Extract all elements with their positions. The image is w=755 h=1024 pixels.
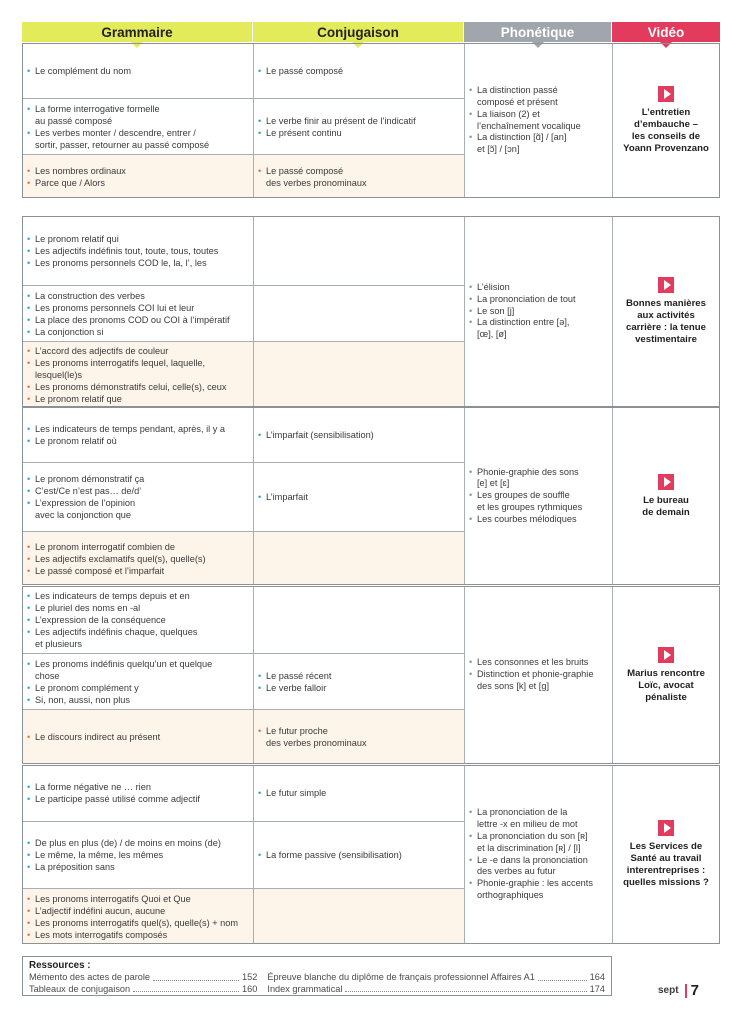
table-header — [22, 22, 720, 42]
list-item: • Le -e dans la prononciation des verbes au futur — [469, 855, 607, 879]
resource-label: Épreuve blanche du diplôme de français professionnel Affaires A1 — [267, 972, 535, 982]
list-item: • Le complément du nom — [27, 65, 248, 77]
video-title: Bonnes manières aux activités carrière : la tenue vestimentaire — [626, 298, 706, 345]
list-item: • Le discours indirect au présent — [27, 731, 248, 743]
list-item: • Les adjectifs indéfinis chaque, quelques et plusieurs — [27, 626, 248, 650]
lesson-row — [22, 888, 464, 944]
play-triangle — [664, 650, 671, 660]
list-item: • De plus en plus (de) / de moins en moins (de) — [27, 837, 248, 849]
unit-block — [22, 586, 720, 764]
bullet-list — [258, 165, 459, 189]
leader-dots — [133, 984, 239, 993]
conjugaison-cell — [253, 532, 464, 585]
list-item: • Le pluriel des noms en -al — [27, 602, 248, 614]
column-divider — [464, 43, 465, 198]
list-item: • Les indicateurs de temps pendant, après, il y a — [27, 423, 248, 435]
lesson-row — [22, 285, 464, 341]
list-item: • Les pronoms interrogatifs quel(s), quelle(s) + nom — [27, 917, 248, 929]
video-cell — [612, 407, 720, 585]
resource-entry — [29, 972, 257, 984]
lesson-row — [22, 407, 464, 462]
unit-block — [22, 43, 720, 198]
list-item: • L’imparfait (sensibilisation) — [258, 429, 459, 441]
list-item: • L’élision — [469, 282, 607, 294]
resource-page: 160 — [242, 983, 258, 994]
column-divider — [253, 765, 254, 944]
column-divider — [253, 407, 254, 585]
list-item: • La conjonction si — [27, 326, 248, 338]
play-triangle — [664, 89, 671, 99]
conjugaison-cell — [253, 407, 464, 462]
resource-label: Tableaux de conjugaison — [29, 983, 131, 994]
bullet-list — [27, 290, 248, 338]
conjugaison-cell — [253, 216, 464, 285]
lesson-row — [22, 216, 464, 285]
lesson-row — [22, 653, 464, 709]
phonetique-cell — [464, 407, 612, 585]
grammaire-cell — [22, 216, 253, 285]
list-item: • La forme passive (sensibilisation) — [258, 849, 459, 861]
resource-label: Mémento des actes de parole — [29, 972, 151, 982]
list-item: • Le passé récent — [258, 670, 459, 682]
list-item: • L’expression de la conséquence — [27, 614, 248, 626]
list-item: • C’est/Ce n’est pas… de/d’ — [27, 485, 248, 497]
play-icon[interactable] — [658, 86, 674, 102]
video-cell — [612, 586, 720, 764]
header-phonetique — [464, 22, 612, 42]
column-divider — [253, 586, 254, 764]
column-divider — [612, 216, 613, 407]
phonetique-cell — [464, 216, 612, 407]
conjugaison-cell — [253, 654, 464, 709]
conjugaison-cell — [253, 586, 464, 653]
header-grammaire-label: Grammaire — [101, 24, 173, 40]
lesson-row — [22, 462, 464, 531]
conjugaison-cell — [253, 889, 464, 944]
bullet-list — [27, 731, 248, 743]
bullet-list — [27, 590, 248, 650]
lesson-row — [22, 154, 464, 198]
play-triangle — [664, 823, 671, 833]
column-divider — [612, 586, 613, 764]
lesson-row — [22, 531, 464, 585]
grammaire-cell — [22, 889, 253, 944]
video-title: Les Services de Santé au travail interentreprises : quelles missions ? — [623, 841, 709, 888]
list-item: • Les adjectifs indéfinis tout, toute, tous, toutes — [27, 245, 248, 257]
leader-dots — [153, 972, 239, 981]
list-item: • Phonie-graphie : les accents orthographiques — [469, 878, 607, 902]
list-item: • Les verbes monter / descendre, entrer / sortir, passer, retourner au passé composé — [27, 127, 248, 151]
header-video-label: Vidéo — [647, 24, 685, 40]
play-icon[interactable] — [658, 474, 674, 490]
bullet-list — [258, 670, 459, 694]
list-item: • Le verbe finir au présent de l’indicatif — [258, 115, 459, 127]
bullet-list — [27, 345, 248, 405]
list-item: • Les nombres ordinaux — [27, 165, 248, 177]
list-item: • Les adjectifs exclamatifs quel(s), quelle(s) — [27, 553, 248, 565]
list-item: • Le pronom complément y — [27, 682, 248, 694]
header-conjugaison — [253, 22, 464, 42]
bullet-list — [469, 807, 607, 901]
lesson-row — [22, 821, 464, 888]
video-cell — [612, 216, 720, 407]
bullet-list — [27, 837, 248, 873]
list-item: • Les pronoms interrogatifs lequel, laquelle, lesquel(le)s — [27, 357, 248, 381]
list-item: • L’expression de l’opinion avec la conjonction que — [27, 497, 248, 521]
bullet-list — [27, 781, 248, 805]
bullet-list — [258, 115, 459, 139]
list-item: • L’adjectif indéfini aucun, aucune — [27, 905, 248, 917]
play-triangle — [664, 280, 671, 290]
conjugaison-cell — [253, 710, 464, 764]
lesson-row — [22, 98, 464, 154]
bullet-list — [258, 429, 459, 441]
grammaire-cell — [22, 822, 253, 888]
list-item: • Le pronom relatif qui — [27, 233, 248, 245]
lesson-row — [22, 765, 464, 821]
list-item: • Le pronom relatif où — [27, 435, 248, 447]
column-divider — [464, 216, 465, 407]
bullet-list — [469, 657, 607, 692]
list-item: • Le verbe falloir — [258, 682, 459, 694]
bullet-list — [469, 85, 607, 156]
conjugaison-cell — [253, 155, 464, 198]
resources-right-column — [267, 972, 605, 995]
list-item: • Phonie-graphie des sons [e] et [ɛ] — [469, 467, 607, 491]
column-divider — [612, 765, 613, 944]
bullet-list — [27, 233, 248, 269]
list-item: • Distinction et phonie-graphie des sons [k] et [g] — [469, 669, 607, 693]
resource-entry — [267, 984, 605, 996]
list-item: • Le passé composé et l’imparfait — [27, 565, 248, 577]
header-video — [612, 22, 720, 42]
grammaire-cell — [22, 342, 253, 407]
lesson-row — [22, 341, 464, 407]
list-item: • Les mots interrogatifs composés — [27, 929, 248, 941]
list-item: • Le futur simple — [258, 787, 459, 799]
phonetique-cell — [464, 43, 612, 198]
list-item: • Les consonnes et les bruits — [469, 657, 607, 669]
unit-block — [22, 765, 720, 944]
list-item: • Le pronom relatif que — [27, 393, 248, 405]
grammaire-cell — [22, 155, 253, 198]
list-item: • Le futur proche des verbes pronominaux — [258, 725, 459, 749]
list-item: • Les pronoms interrogatifs Quoi et Que — [27, 893, 248, 905]
resources-title: Ressources : — [29, 960, 91, 971]
grammaire-cell — [22, 99, 253, 154]
list-item: • La distinction entre [ə], [œ], [ø] — [469, 317, 607, 341]
column-divider — [612, 407, 613, 585]
list-item: • La construction des verbes — [27, 290, 248, 302]
resource-entry — [267, 972, 605, 984]
phonetique-cell — [464, 765, 612, 944]
column-divider — [253, 216, 254, 407]
resource-label: Index grammatical — [267, 983, 343, 994]
bullet-list — [27, 473, 248, 521]
page-number: 7 — [690, 982, 699, 999]
grammaire-cell — [22, 532, 253, 585]
column-divider — [464, 407, 465, 585]
bullet-list — [27, 165, 248, 189]
list-item: • Le pronom démonstratif ça — [27, 473, 248, 485]
list-item: • Le son [j] — [469, 306, 607, 318]
bullet-list — [469, 282, 607, 341]
list-item: • Si, non, aussi, non plus — [27, 694, 248, 706]
resource-page: 164 — [589, 972, 605, 982]
bullet-list — [258, 725, 459, 749]
grammaire-cell — [22, 710, 253, 764]
play-icon[interactable] — [658, 820, 674, 836]
grammaire-cell — [22, 43, 253, 98]
header-phonetique-label: Phonétique — [500, 24, 575, 40]
resource-page: 174 — [589, 983, 605, 994]
bullet-list — [27, 893, 248, 941]
bullet-list — [27, 423, 248, 447]
conjugaison-cell — [253, 463, 464, 531]
bullet-list — [27, 65, 248, 77]
list-item: • La préposition sans — [27, 861, 248, 873]
list-item: • Les groupes de souffle et les groupes rythmiques — [469, 490, 607, 514]
conjugaison-cell — [253, 342, 464, 407]
grammaire-cell — [22, 407, 253, 462]
resources-left-column — [29, 972, 257, 995]
list-item: • Les courbes mélodiques — [469, 514, 607, 526]
header-grammaire — [22, 22, 253, 42]
list-item: • Les pronoms personnels COD le, la, l’, les — [27, 257, 248, 269]
list-item: • La forme interrogative formelle au passé composé — [27, 103, 248, 127]
column-divider — [612, 43, 613, 198]
conjugaison-cell — [253, 286, 464, 341]
list-item: • L’accord des adjectifs de couleur — [27, 345, 248, 357]
video-title: L’entretien d’embauche – les conseils de Yoann Provenzano — [623, 107, 709, 154]
column-divider — [464, 765, 465, 944]
unit-block — [22, 407, 720, 585]
list-item: • Les pronoms indéfinis quelqu’un et quelque chose — [27, 658, 248, 682]
grammaire-cell — [22, 286, 253, 341]
list-item: • Le passé composé des verbes pronominaux — [258, 165, 459, 189]
list-item: • La liaison (2) et l’enchaînement vocalique — [469, 109, 607, 133]
grammaire-cell — [22, 765, 253, 821]
phonetique-cell — [464, 586, 612, 764]
video-title: Marius rencontre Loïc, avocat pénaliste — [627, 667, 705, 703]
bullet-list — [258, 491, 459, 503]
header-conjugaison-label: Conjugaison — [317, 24, 399, 40]
bullet-list — [258, 65, 459, 77]
bullet-list — [258, 787, 459, 799]
list-item: • La prononciation de la lettre -x en milieu de mot — [469, 807, 607, 831]
list-item: • La place des pronoms COD ou COI à l’impératif — [27, 314, 248, 326]
bullet-list — [27, 541, 248, 577]
leader-dots — [538, 972, 587, 981]
conjugaison-cell — [253, 765, 464, 821]
bullet-list — [27, 103, 248, 151]
list-item: • La prononciation de tout — [469, 294, 607, 306]
list-item: • Le même, la même, les mêmes — [27, 849, 248, 861]
page-divider — [685, 984, 687, 998]
bullet-list — [27, 658, 248, 706]
column-divider — [253, 43, 254, 198]
list-item: • Le présent continu — [258, 127, 459, 139]
resource-page: 152 — [242, 972, 258, 982]
conjugaison-cell — [253, 822, 464, 888]
bullet-list — [258, 849, 459, 861]
unit-block — [22, 216, 720, 407]
list-item: • L’imparfait — [258, 491, 459, 503]
list-item: • Les pronoms démonstratifs celui, celle(s), ceux — [27, 381, 248, 393]
list-item: • Les indicateurs de temps depuis et en — [27, 590, 248, 602]
list-item: • Parce que / Alors — [27, 177, 248, 189]
play-icon[interactable] — [658, 277, 674, 293]
list-item: • La distinction passé composé et présent — [469, 85, 607, 109]
list-item: • Le participe passé utilisé comme adjectif — [27, 793, 248, 805]
page-word: sept — [658, 985, 679, 996]
video-title: Le bureau de demain — [642, 494, 690, 518]
conjugaison-cell — [253, 99, 464, 154]
page-footer — [658, 982, 699, 999]
list-item: • Les pronoms personnels COI lui et leur — [27, 302, 248, 314]
leader-dots — [345, 984, 586, 993]
video-cell — [612, 765, 720, 944]
grammaire-cell — [22, 586, 253, 653]
list-item: • La prononciation du son [ʀ] et la discrimination [ʀ] / [l] — [469, 831, 607, 855]
resources-box — [22, 956, 612, 996]
play-triangle — [664, 477, 671, 487]
lesson-row — [22, 43, 464, 98]
lesson-row — [22, 709, 464, 764]
column-divider — [464, 586, 465, 764]
list-item: • Le pronom interrogatif combien de — [27, 541, 248, 553]
list-item: • La forme négative ne … rien — [27, 781, 248, 793]
grammaire-cell — [22, 654, 253, 709]
grammaire-cell — [22, 463, 253, 531]
play-icon[interactable] — [658, 647, 674, 663]
video-cell — [612, 43, 720, 198]
list-item: • Le passé composé — [258, 65, 459, 77]
resource-entry — [29, 984, 257, 996]
list-item: • La distinction [ɑ̃] / [an] et [ɔ̃] / [ɔn] — [469, 132, 607, 156]
lesson-row — [22, 586, 464, 653]
conjugaison-cell — [253, 43, 464, 98]
bullet-list — [469, 467, 607, 526]
